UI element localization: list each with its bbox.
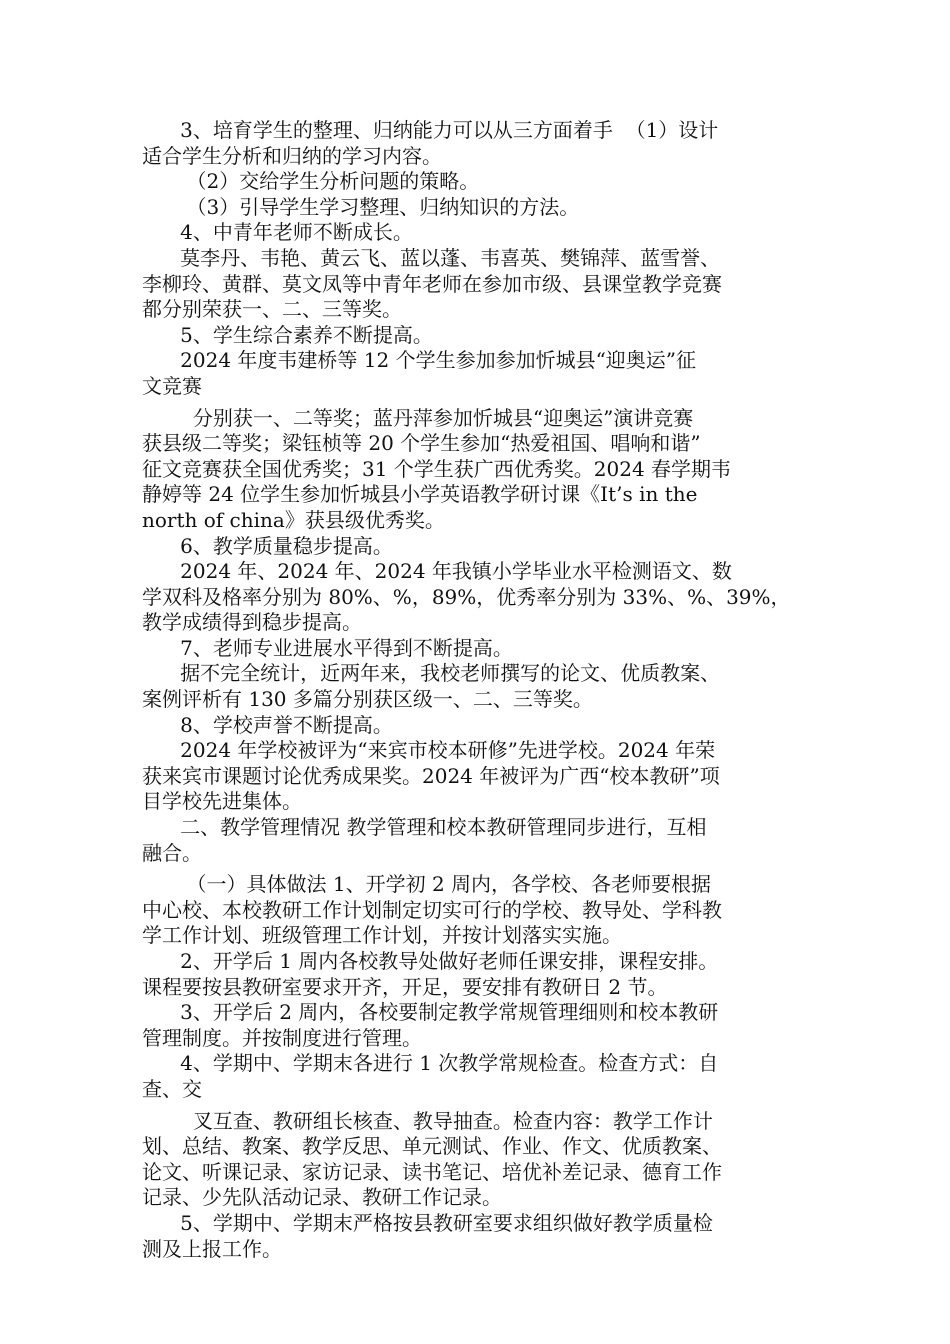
text-line: 4、中青年老师不断成长。: [142, 220, 413, 245]
text-line: （3）引导学生学习整理、归纳知识的方法。: [142, 194, 580, 219]
text-line: 查、交: [142, 1076, 202, 1101]
text-line: 二、教学管理情况 教学管理和校本教研管理同步进行，互相: [142, 815, 707, 840]
text-line: 记录、少先队活动记录、教研工作记录。: [142, 1185, 502, 1210]
document-body: [142, 118, 810, 1262]
text-line: 2024 年、2024 年、2024 年我镇小学毕业水平检测语文、数: [142, 559, 732, 584]
text-line: 3、开学后 2 周内，各校要制定教学常规管理细则和校本教研: [142, 1000, 719, 1025]
text-line: 案例评析有 130 多篇分别获区级一、二、三等奖。: [142, 687, 593, 712]
text-line: 据不完全统计，近两年来，我校老师撰写的论文、优质教案、: [142, 661, 721, 686]
text-line: 学工作计划、班级管理工作计划，并按计划落实实施。: [142, 923, 622, 948]
text-line: 莫李丹、韦艳、黄云飞、蓝以蓬、韦喜英、樊锦萍、蓝雪誉、: [142, 245, 721, 270]
text-line: 叉互查、教研组长核查、教导抽查。检查内容：教学工作计: [142, 1108, 713, 1133]
text-line: 6、教学质量稳步提高。: [142, 533, 393, 558]
text-line: 分别获一、二等奖；蓝丹萍参加忻城县“迎奥运”演讲竞赛: [142, 405, 694, 430]
text-line: 2024 年学校被评为“来宾市校本研修”先进学校。2024 年荣: [142, 738, 716, 763]
text-line: 课程要按县教研室要求开齐，开足，要安排有教研日 2 节。: [142, 974, 668, 999]
text-line: 征文竞赛获全国优秀奖；31 个学生获广西优秀奖。2024 春学期韦: [142, 456, 732, 481]
text-line: （2）交给学生分析问题的策略。: [142, 169, 480, 194]
text-line: 学双科及格率分别为 80%、%，89%，优秀率分别为 33%、%、39%，: [142, 584, 791, 609]
text-line: 中心校、本校教研工作计划制定切实可行的学校、教导处、学科教: [142, 897, 722, 922]
text-line: 2024 年度韦建桥等 12 个学生参加参加忻城县“迎奥运”征: [142, 348, 697, 373]
text-line: 7、老师专业进展水平得到不断提高。: [142, 635, 513, 660]
text-line: north of china》获县级优秀奖。: [142, 507, 445, 532]
text-line: 4、学期中、学期末各进行 1 次教学常规检查。检查方式：自: [142, 1051, 719, 1076]
text-line: 适合学生分析和归纳的学习内容。: [142, 143, 442, 168]
text-line: 静婷等 24 位学生参加忻城县小学英语教学研讨课《It’s in the: [142, 482, 698, 507]
text-line: 5、学生综合素养不断提高。: [142, 322, 433, 347]
text-line: 5、学期中、学期末严格按县教研室要求组织做好教学质量检: [142, 1210, 713, 1235]
text-line: 论文、听课记录、家访记录、读书笔记、培优补差记录、德育工作: [142, 1159, 722, 1184]
text-line: 3、培育学生的整理、归纳能力可以从三方面着手 （1）设计: [142, 118, 719, 142]
text-line: （一）具体做法 1、开学初 2 周内，各学校、各老师要根据: [142, 872, 712, 897]
text-line: 2、开学后 1 周内各校教导处做好老师任课安排，课程安排。: [142, 949, 719, 973]
text-line: 文竞赛: [142, 373, 202, 398]
text-line: 都分别荣获一、二、三等奖。: [142, 297, 402, 322]
text-line: 划、总结、教案、教学反思、单元测试、作业、作文、优质教案、: [142, 1134, 722, 1159]
text-line: 融合。: [142, 840, 202, 865]
text-line: 测及上报工作。: [142, 1236, 282, 1261]
text-line: 8、学校声誉不断提高。: [142, 712, 393, 737]
text-line: 获来宾市课题讨论优秀成果奖。2024 年被评为广西“校本教研”项: [142, 763, 720, 788]
text-line: 获县级二等奖；梁钰桢等 20 个学生参加“热爱祖国、唱响和谐”: [142, 431, 701, 456]
text-line: 管理制度。并按制度进行管理。: [142, 1025, 422, 1050]
text-line: 教学成绩得到稳步提高。: [142, 610, 362, 635]
text-line: 李柳玲、黄群、莫文凤等中青年老师在参加市级、县课堂教学竞赛: [142, 271, 722, 296]
text-line: 目学校先进集体。: [142, 789, 302, 814]
